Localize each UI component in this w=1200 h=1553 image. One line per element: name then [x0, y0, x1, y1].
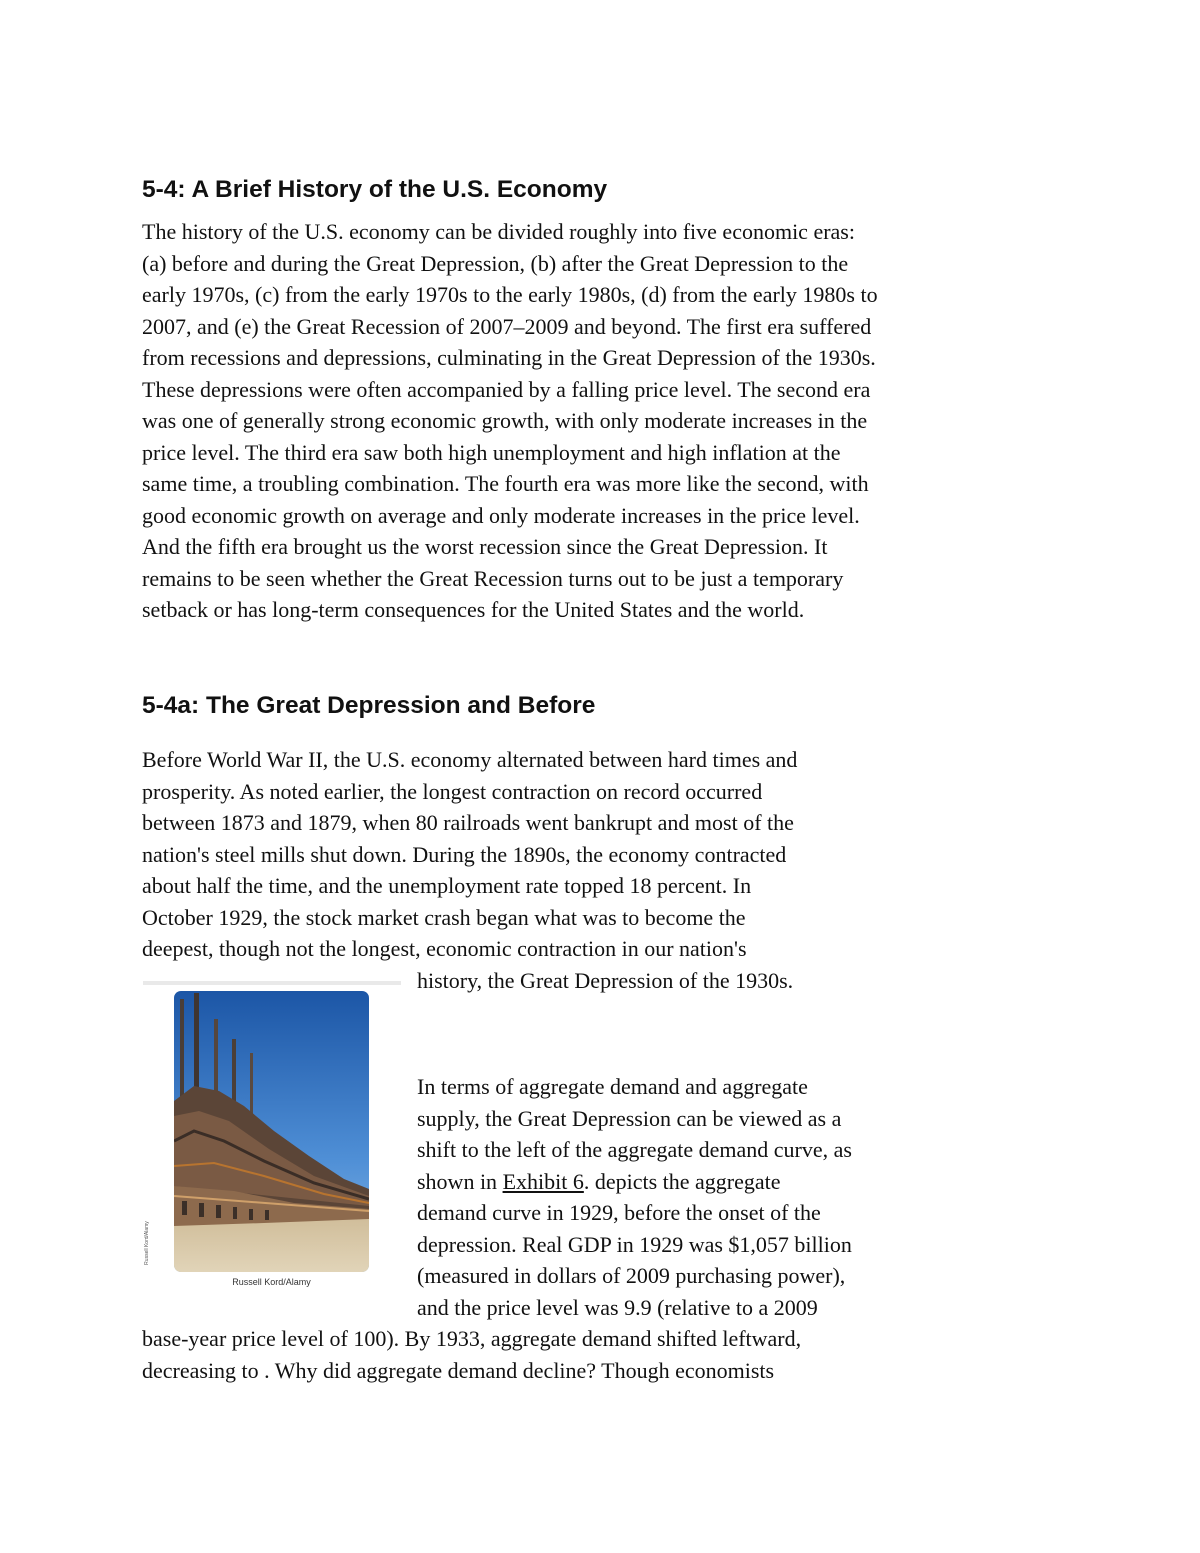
body-line: decreasing to . Why did aggregate demand decline? Though economists — [142, 1357, 775, 1383]
body-line: Before World War II, the U.S. economy alternated between hard times and — [142, 747, 798, 772]
exhibit-6-link[interactable]: Exhibit 6 — [502, 1168, 584, 1194]
body-line: was one of generally strong economic growth, with only moderate increases in the — [142, 408, 868, 433]
body-line: And the fifth era brought us the worst recession since the Great Depression. It — [142, 534, 828, 559]
body-line: October 1929, the stock market crash began what was to become the — [142, 904, 746, 930]
body-line: between 1873 and 1879, when 80 railroads went bankrupt and most of the — [142, 810, 794, 835]
body-line: In terms of aggregate demand and aggregate — [417, 1074, 808, 1099]
subsection-heading: 5-4a: The Great Depression and Before — [142, 692, 596, 719]
body-line: nation's steel mills shut down. During the 1890s, the economy contracted — [142, 841, 787, 867]
body-line: remains to be seen whether the Great Recession turns out to be just a temporary — [142, 565, 844, 591]
exhibit-line — [417, 1166, 781, 1198]
body-line: (measured in dollars of 2009 purchasing power), — [417, 1263, 846, 1288]
figure-steel-mill — [143, 981, 401, 1291]
figure-divider — [143, 981, 401, 985]
body-line: same time, a troubling combination. The fourth era was more like the second, with — [142, 471, 869, 496]
photo-side-credit: Russell Kord/Alamy — [144, 1221, 150, 1265]
steel-mill-photo — [174, 991, 369, 1272]
body-line: depression. Real GDP in 1929 was $1,057 billion — [417, 1231, 852, 1257]
body-line: 2007, and (e) the Great Recession of 2007–2009 and beyond. The first era suffered — [142, 313, 872, 339]
body-line: about half the time, and the unemployment rate topped 18 percent. In — [142, 873, 752, 898]
exhibit-line-after: . depicts the aggregate — [583, 1168, 781, 1194]
photo-credit: Russell Kord/Alamy — [232, 1277, 311, 1287]
body-line: These depressions were often accompanied by a falling price level. The second era — [142, 376, 871, 402]
body-line: prosperity. As noted earlier, the longest contraction on record occurred — [142, 778, 763, 804]
body-line: The history of the U.S. economy can be divided roughly into five economic eras: — [142, 219, 855, 244]
body-line: (a) before and during the Great Depression, (b) after the Great Depression to the — [142, 250, 849, 276]
body-line: early 1970s, (c) from the early 1970s to the early 1980s, (d) from the early 1980s to — [142, 282, 878, 307]
steel-mill-illustration — [174, 991, 369, 1272]
body-line: history, the Great Depression of the 1930s. — [417, 967, 794, 993]
body-line: base-year price level of 100). By 1933, aggregate demand shifted leftward, — [142, 1326, 802, 1351]
body-line: demand curve in 1929, before the onset of the — [417, 1200, 821, 1225]
section-heading: 5-4: A Brief History of the U.S. Economy — [142, 176, 608, 203]
body-line: setback or has long-term consequences for the United States and the world. — [142, 597, 805, 622]
body-line: and the price level was 9.9 (relative to a 2009 — [417, 1294, 818, 1320]
body-line: price level. The third era saw both high unemployment and high inflation at the — [142, 439, 841, 465]
body-line: deepest, though not the longest, economic contraction in our nation's — [142, 936, 747, 961]
body-line: supply, the Great Depression can be viewed as a — [417, 1105, 842, 1131]
body-line: shift to the left of the aggregate demand curve, as — [417, 1137, 852, 1162]
body-line: from recessions and depressions, culminating in the Great Depression of the 1930s. — [142, 345, 876, 370]
body-line: good economic growth on average and only moderate increases in the price level. — [142, 502, 860, 528]
exhibit-line-before: shown in — [417, 1168, 503, 1194]
